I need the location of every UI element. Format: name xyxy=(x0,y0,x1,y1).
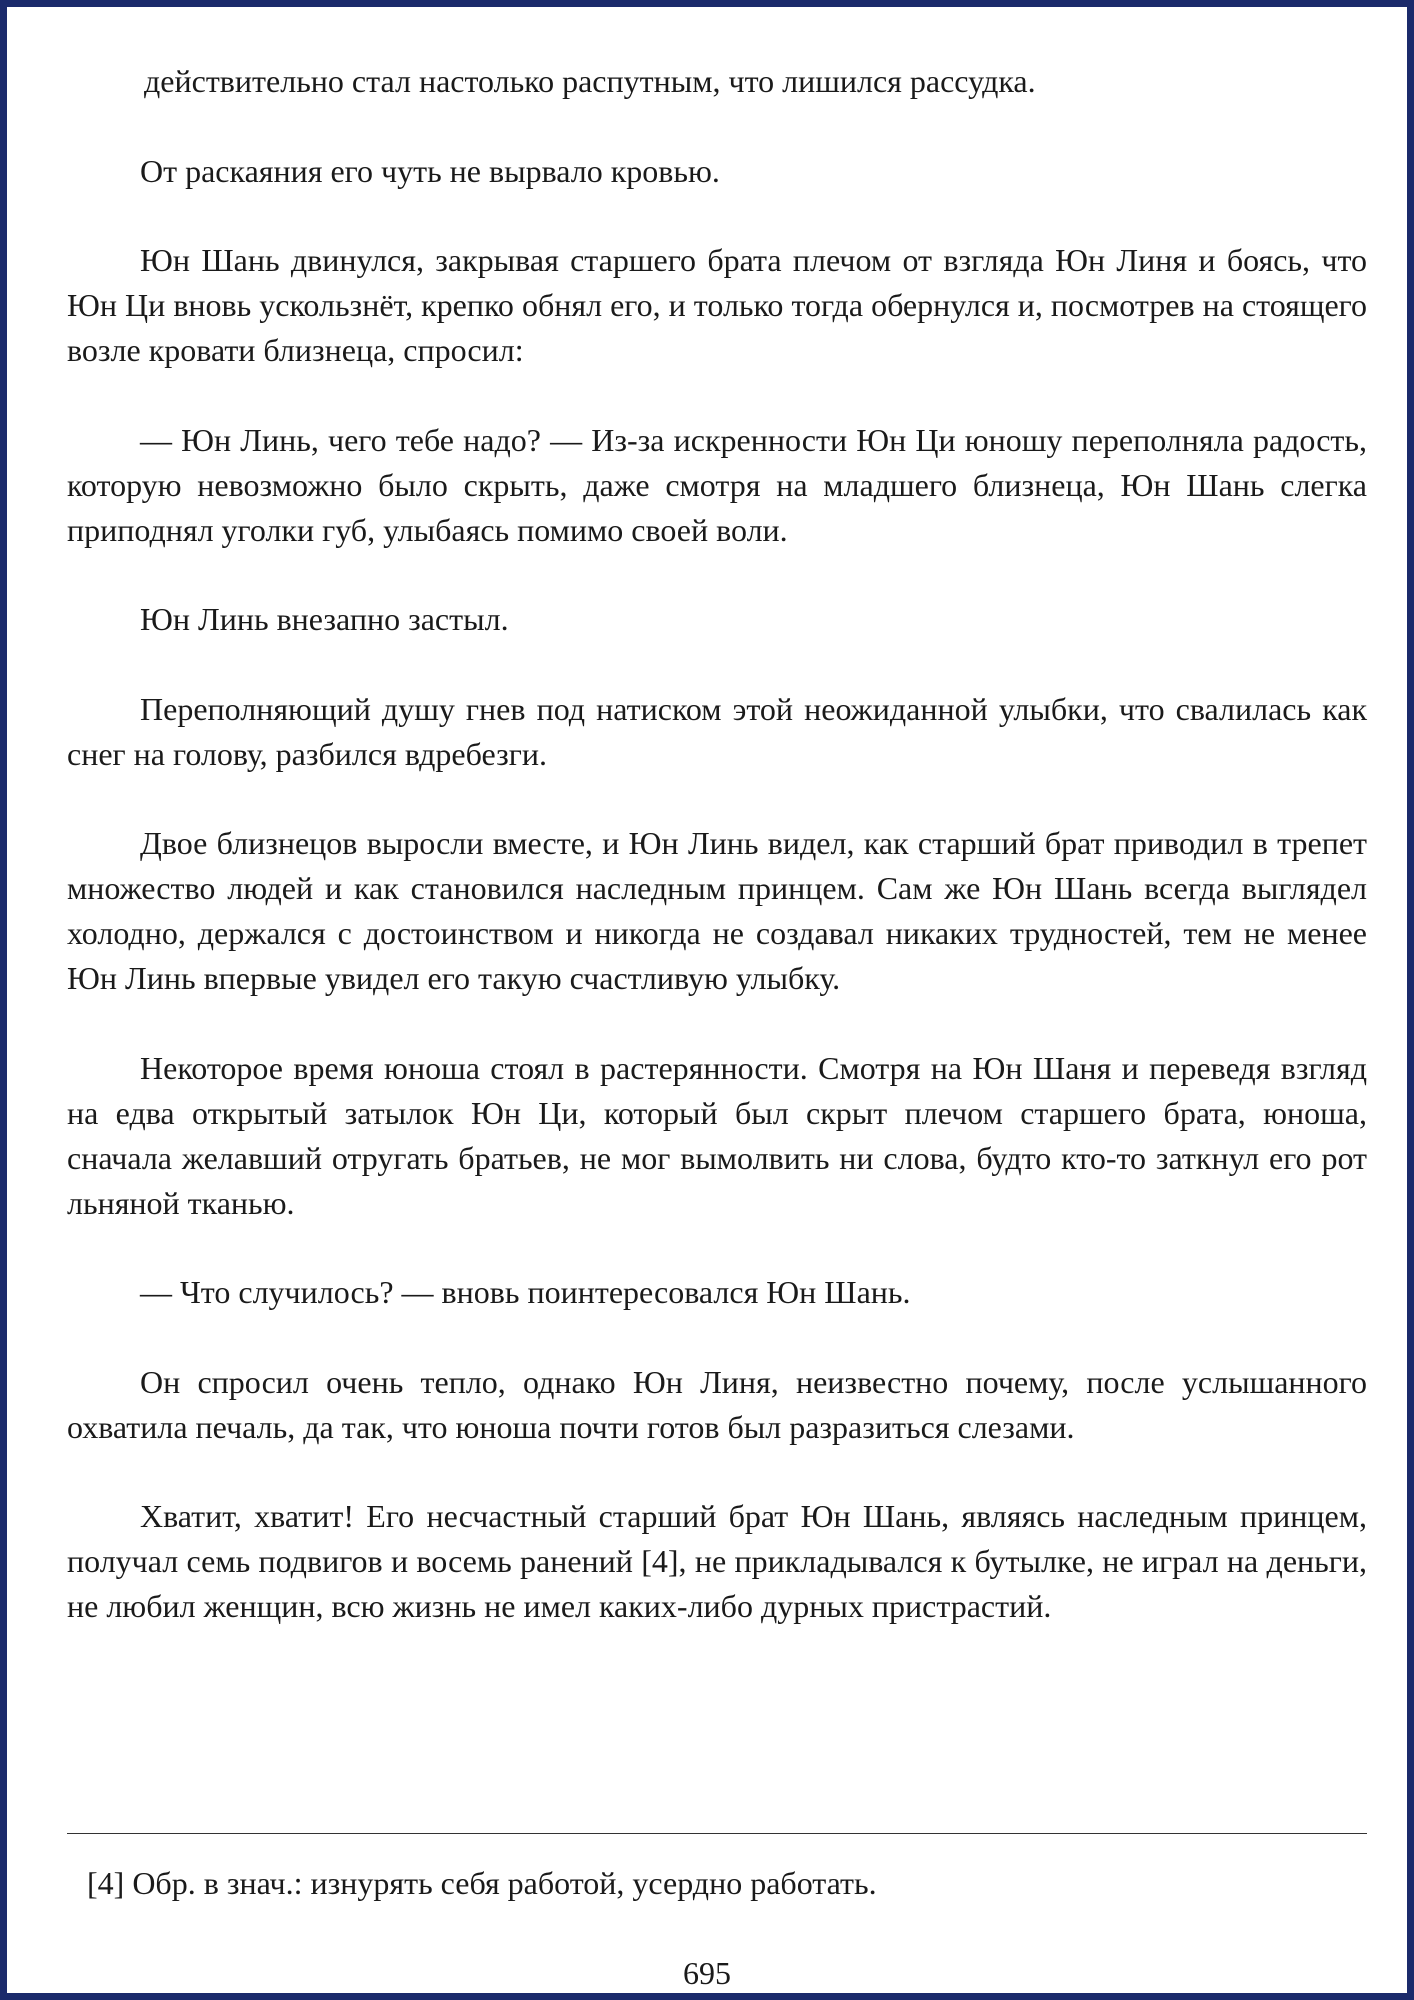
footnote-separator xyxy=(67,1833,1367,1834)
page-number: 695 xyxy=(683,1955,731,1991)
paragraph-10: Он спросил очень тепло, однако Юн Линя, неизвестно почему, после услышанного охватила печаль, да так, что юноша почти готов был разразиться слезами. xyxy=(67,1363,1367,1445)
paragraph-2: От раскаяния его чуть не вырвало кровью. xyxy=(140,152,720,189)
paragraph-4: — Юн Линь, чего тебе надо? — Из-за искренности Юн Ци юношу переполняла радость, которую невозможно было скрыть, даже смотря на младшего близнеца, Юн Шань слегка приподнял уголки губ, улыбаясь помимо своей воли. xyxy=(67,421,1367,548)
page-body xyxy=(67,59,1367,1629)
footnote: [4] Обр. в знач.: изнурять себя работой, усердно работать. xyxy=(87,1865,877,1901)
paragraph-11: Хватит, хватит! Его несчастный старший брат Юн Шань, являясь наследным принцем, получал семь подвигов и восемь ранений [4], не прикладывался к бутылке, не играл на деньги, не любил женщин, всю жизнь не имел каких-либо дурных пристрастий. xyxy=(67,1498,1367,1624)
paragraph-6: Переполняющий душу гнев под натиском этой неожиданной улыбки, что свалилась как снег на голову, разбился вдребезги. xyxy=(67,690,1367,772)
paragraph-8: Некоторое время юноша стоял в растерянности. Смотря на Юн Шаня и переведя взгляд на едва открытый затылок Юн Ци, который был скрыт плечом старшего брата, юноша, сначала желавший отругать братьев, не мог вымолвить ни слова, будто кто-то заткнул его рот льняной тканью. xyxy=(67,1049,1367,1221)
paragraph-7: Двое близнецов выросли вместе, и Юн Линь видел, как старший брат приводил в трепет множество людей и как становился наследным принцем. Сам же Юн Шань всегда выглядел холодно, держался с достоинством и никогда не создавал никаких трудностей, тем не менее Юн Линь впервые увидел его такую счастливую улыбку. xyxy=(67,825,1367,996)
paragraph-9: — Что случилось? — вновь поинтересовался Юн Шань. xyxy=(140,1274,911,1310)
paragraph-5: Юн Линь внезапно застыл. xyxy=(140,601,509,637)
paragraph-1: действительно стал настолько распутным, что лишился рассудка. xyxy=(144,63,1036,99)
paragraph-3: Юн Шань двинулся, закрывая старшего брата плечом от взгляда Юн Линя и боясь, что Юн Ци вновь ускользнёт, крепко обнял его, и только тогда обернулся и, посмотрев на стоящего возле кровати близнеца, спросил: xyxy=(67,242,1367,368)
